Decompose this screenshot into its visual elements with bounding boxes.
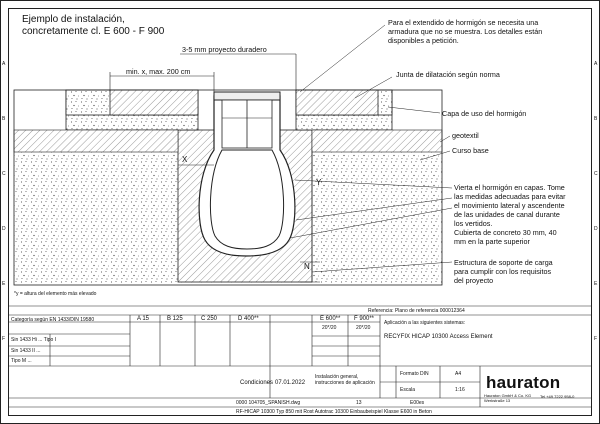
tb-condiciones: Condiciones	[240, 380, 274, 386]
vierta-line-6: Cubierta de concreto 30 mm, 40	[454, 228, 557, 237]
vierta-line-7: mm en la parte superior	[454, 237, 530, 246]
label-proyecto: 3-5 mm proyecto duradero	[182, 45, 267, 54]
vierta-line-4: de las unidades de canal durante	[454, 210, 560, 219]
vierta-line-2: las medidas adecuadas para evitar	[454, 192, 566, 201]
tb-reference: Referencia: Plano de referencia 000012364	[368, 308, 465, 314]
frame-mark-right-a: A	[594, 61, 598, 67]
vierta-line-1: Vierta el hormigón en capas. Tome	[454, 183, 565, 192]
title-line-1: Ejemplo de instalación,	[22, 14, 125, 25]
tb-row-1: Sin 1433 Hi ... Tipo I	[11, 337, 57, 343]
frame-mark-right-d: D	[594, 226, 598, 232]
tb-phone: Tel +49 7222 958-0	[540, 394, 575, 399]
tb-class-d400: D 400**	[238, 316, 259, 322]
label-capa: Capa de uso del hormigón	[442, 109, 527, 118]
tb-address-line-2: Werkstraße 13	[484, 397, 511, 403]
top-note	[388, 18, 542, 45]
tb-apps-label: Aplicación a las siguientes sistemas:	[384, 320, 466, 326]
vierta-line-3: el movimiento lateral y ascendente	[454, 201, 565, 210]
estructura-line-3: del proyecto	[454, 276, 494, 285]
tb-bottom-line: RF-HICAP 10300 Typ 850 mit Rost Autotrac 10300 Einbaubeispiel Klasse E600 in Beton	[236, 409, 432, 415]
tb-din-row: Categoría según EN 1433/DIN 19580	[11, 317, 95, 323]
frame-mark-right-b: B	[594, 116, 598, 122]
upper-block-left	[110, 90, 198, 115]
note-estructura	[454, 258, 553, 285]
footnote: *y = altura del elemento más elevado	[14, 291, 97, 297]
tb-format-value: A4	[455, 371, 462, 377]
tb-class-a15: A 15	[137, 316, 150, 322]
tb-scale-label: Escala	[400, 387, 416, 393]
note-vierta	[454, 183, 565, 246]
tb-row-3: Tipo M ...	[11, 358, 32, 364]
tb-e600-value: 20*/20	[322, 325, 337, 331]
tb-inst-line-1: Instalación general,	[315, 374, 359, 380]
dim-x-label: X	[182, 155, 188, 164]
frame-mark-right-f: F	[594, 336, 598, 342]
frame-mark-left-f: F	[2, 336, 6, 342]
grate	[214, 92, 280, 100]
tb-class-c250: C 250	[201, 316, 218, 322]
side-hatch-left	[14, 130, 178, 152]
tb-f900-value: 20*/20	[356, 325, 371, 331]
tb-format-label: Formato DIN	[400, 371, 429, 377]
top-note-line-2: armadura que no se muestra. Los detalles están	[388, 27, 543, 36]
tb-scale-value: 1:16	[455, 387, 465, 393]
top-note-line-1: Para el extendido de hormigón se necesita una	[388, 18, 539, 27]
tb-edition: E00es	[410, 400, 425, 406]
frame-mark-left-a: A	[2, 61, 6, 67]
frame-mark-right-e: E	[594, 281, 598, 287]
tb-instructions	[315, 374, 375, 386]
title-line-2: concretamente cl. E 600 - F 900	[22, 26, 165, 37]
upper-block-right	[296, 90, 378, 115]
channel-inner	[210, 150, 283, 249]
tb-class-b125: B 125	[167, 316, 183, 322]
dim-n-label: N	[304, 262, 310, 271]
tb-address	[484, 394, 531, 403]
frame-mark-left-b: B	[2, 116, 6, 122]
tb-product: RECYFIX HICAP 10300 Access Element	[384, 334, 493, 340]
frame-mark-left-d: D	[2, 226, 6, 232]
estructura-line-1: Estructura de soporte de carga	[454, 258, 553, 267]
tb-drawing-no: 0000 104705_SPANISH.dwg	[236, 400, 301, 406]
company-logo: hauraton	[486, 373, 561, 392]
tb-class-f900: F 900**	[354, 316, 375, 322]
tb-sheet: 13	[356, 400, 362, 406]
dim-y-label: Y	[316, 178, 322, 187]
vierta-line-5: los vertidos.	[454, 219, 493, 228]
frame-mark-right-c: C	[594, 171, 598, 177]
label-geotextil: geotextil	[452, 131, 479, 140]
label-curso: Curso base	[452, 146, 489, 155]
label-junta: Junta de dilatación según norma	[396, 70, 500, 79]
tb-address-line-1: Hauraton GmbH & Co. KG	[484, 393, 532, 398]
tb-inst-line-2: instrucciones de aplicación	[315, 380, 375, 386]
tb-date: 07.01.2022	[275, 380, 306, 386]
tb-row-2: Sin 1433 II ...	[11, 348, 41, 354]
frame-mark-left-c: C	[2, 171, 6, 177]
estructura-line-2: para cumplir con los requisitos	[454, 267, 552, 276]
tb-class-e600: E 600**	[320, 316, 341, 322]
frame-mark-left-e: E	[2, 281, 6, 287]
side-hatch-right	[312, 130, 442, 152]
top-note-line-3: disponibles a petición.	[388, 36, 459, 45]
label-min-x: min. x, max. 200 cm	[126, 67, 191, 76]
